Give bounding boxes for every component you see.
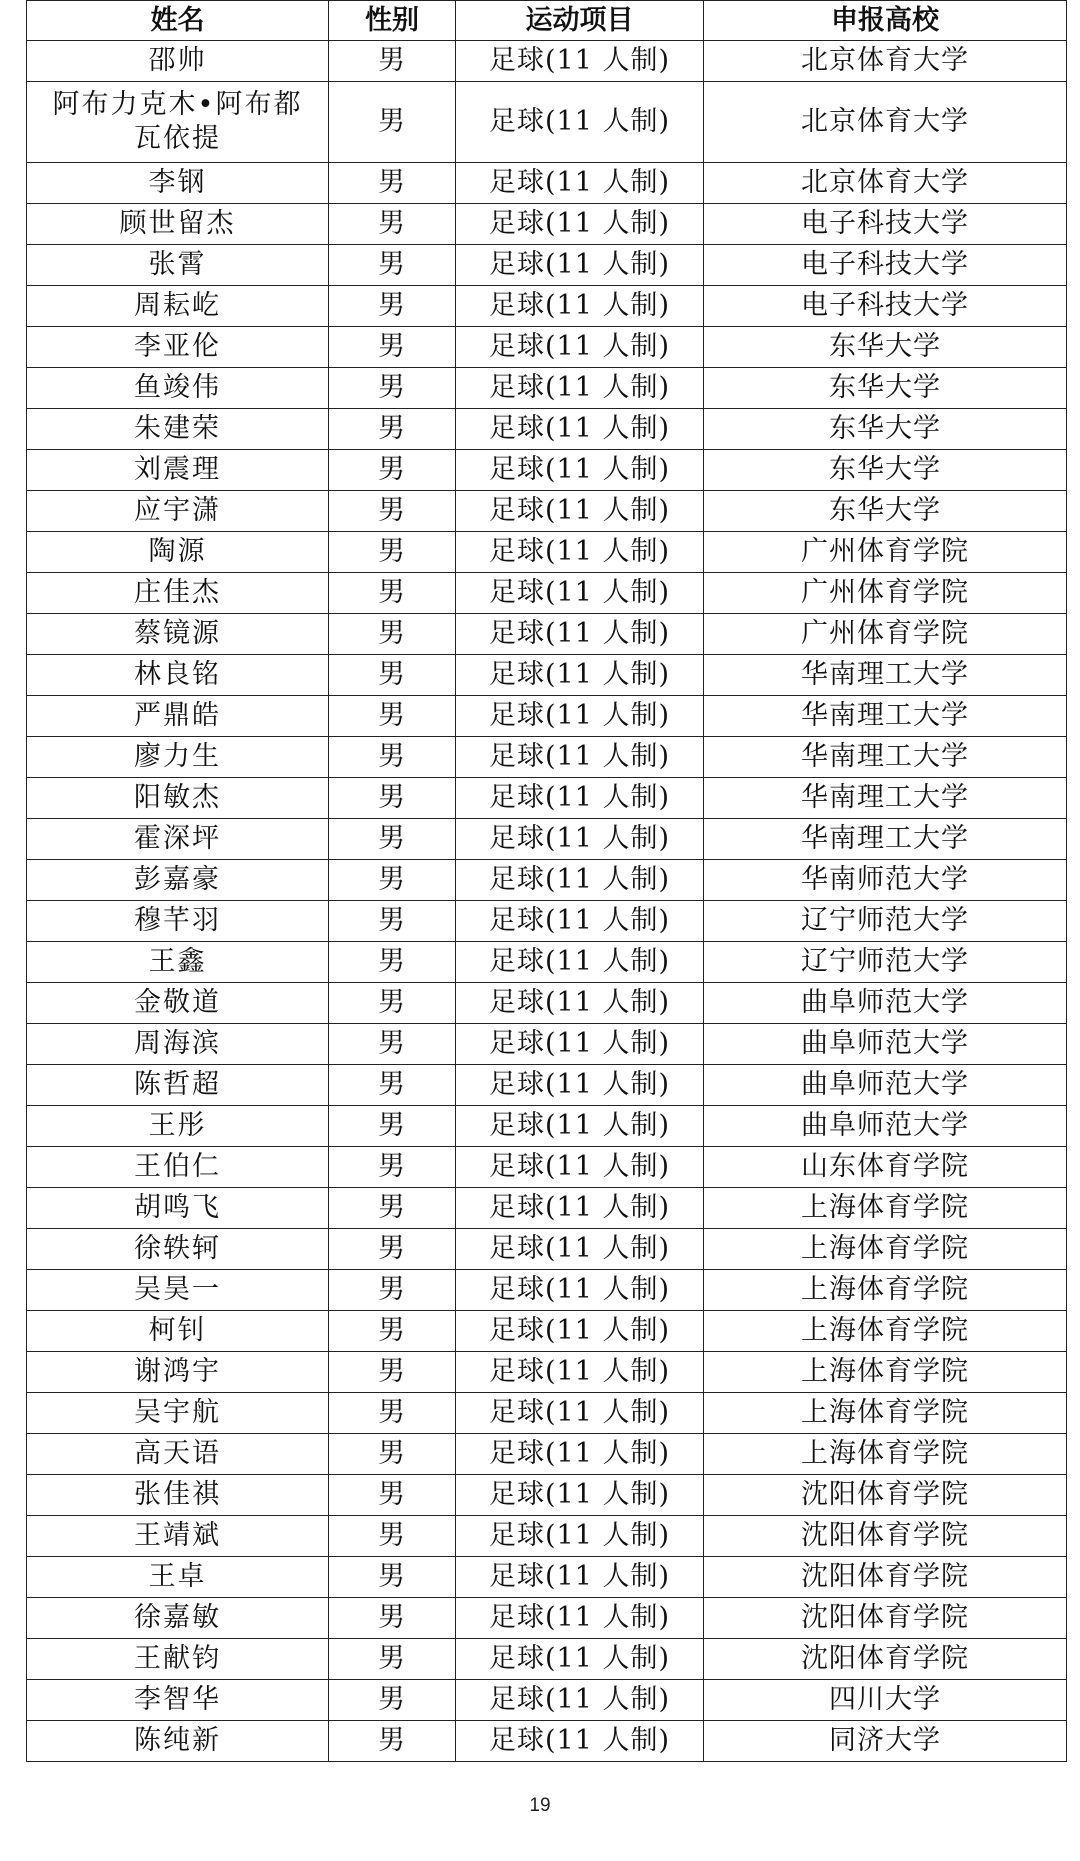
cell-name: 鱼竣伟 [27,368,329,409]
cell-gender: 男 [329,1639,456,1680]
table-row [27,860,1067,901]
table-row [27,1065,1067,1106]
cell-gender: 男 [329,614,456,655]
cell-name: 蔡镜源 [27,614,329,655]
cell-name: 徐嘉敏 [27,1598,329,1639]
table-row [27,1598,1067,1639]
cell-event: 足球(11 人制) [456,491,704,532]
cell-event: 足球(11 人制) [456,450,704,491]
cell-name: 柯钊 [27,1311,329,1352]
cell-gender: 男 [329,1557,456,1598]
cell-school: 电子科技大学 [704,204,1067,245]
cell-school: 沈阳体育学院 [704,1475,1067,1516]
cell-school: 上海体育学院 [704,1434,1067,1475]
table-row [27,1393,1067,1434]
cell-name: 高天语 [27,1434,329,1475]
table-row [27,614,1067,655]
cell-name: 李智华 [27,1680,329,1721]
table-row [27,1024,1067,1065]
cell-school: 华南理工大学 [704,737,1067,778]
cell-gender: 男 [329,1598,456,1639]
cell-gender: 男 [329,286,456,327]
cell-event: 足球(11 人制) [456,204,704,245]
cell-event: 足球(11 人制) [456,1516,704,1557]
header-event: 运动项目 [456,1,704,41]
cell-school: 上海体育学院 [704,1270,1067,1311]
cell-name: 胡鸣飞 [27,1188,329,1229]
table-header [27,1,1067,41]
cell-event: 足球(11 人制) [456,368,704,409]
table-row [27,491,1067,532]
cell-event: 足球(11 人制) [456,327,704,368]
cell-gender: 男 [329,409,456,450]
cell-school: 上海体育学院 [704,1352,1067,1393]
cell-school: 沈阳体育学院 [704,1639,1067,1680]
cell-gender: 男 [329,1475,456,1516]
cell-gender: 男 [329,1065,456,1106]
cell-gender: 男 [329,1229,456,1270]
cell-gender: 男 [329,1721,456,1762]
cell-name: 陶源 [27,532,329,573]
cell-name: 廖力生 [27,737,329,778]
cell-name: 陈哲超 [27,1065,329,1106]
table-row [27,245,1067,286]
cell-gender: 男 [329,327,456,368]
cell-gender: 男 [329,655,456,696]
cell-gender: 男 [329,204,456,245]
cell-school: 电子科技大学 [704,245,1067,286]
cell-event: 足球(11 人制) [456,1680,704,1721]
cell-event: 足球(11 人制) [456,1352,704,1393]
cell-school: 东华大学 [704,409,1067,450]
cell-school: 四川大学 [704,1680,1067,1721]
cell-event: 足球(11 人制) [456,286,704,327]
table-row [27,450,1067,491]
cell-gender: 男 [329,983,456,1024]
table-row [27,409,1067,450]
cell-gender: 男 [329,696,456,737]
cell-name: 吴昊一 [27,1270,329,1311]
cell-gender: 男 [329,1516,456,1557]
cell-event: 足球(11 人制) [456,82,704,163]
table-row [27,696,1067,737]
cell-school: 上海体育学院 [704,1393,1067,1434]
cell-school: 辽宁师范大学 [704,901,1067,942]
cell-name: 刘震理 [27,450,329,491]
cell-name: 应宇潇 [27,491,329,532]
cell-name: 王伯仁 [27,1147,329,1188]
cell-school: 华南理工大学 [704,696,1067,737]
cell-gender: 男 [329,1434,456,1475]
table-row [27,819,1067,860]
cell-event: 足球(11 人制) [456,614,704,655]
table-row [27,1188,1067,1229]
cell-school: 沈阳体育学院 [704,1598,1067,1639]
table-row [27,737,1067,778]
cell-school: 东华大学 [704,450,1067,491]
cell-name: 王鑫 [27,942,329,983]
cell-event: 足球(11 人制) [456,41,704,82]
cell-name: 周海滨 [27,1024,329,1065]
table-row [27,41,1067,82]
cell-gender: 男 [329,41,456,82]
cell-event: 足球(11 人制) [456,1188,704,1229]
cell-name: 徐轶轲 [27,1229,329,1270]
cell-event: 足球(11 人制) [456,409,704,450]
cell-event: 足球(11 人制) [456,1311,704,1352]
cell-name: 严鼎皓 [27,696,329,737]
cell-event: 足球(11 人制) [456,1721,704,1762]
cell-name: 林良铭 [27,655,329,696]
table-row [27,532,1067,573]
cell-school: 东华大学 [704,368,1067,409]
cell-gender: 男 [329,1393,456,1434]
cell-name: 穆芊羽 [27,901,329,942]
cell-gender: 男 [329,1147,456,1188]
cell-event: 足球(11 人制) [456,1024,704,1065]
cell-name: 阿布力克木•阿布都瓦依提 [27,82,329,163]
header-row [27,1,1067,41]
cell-school: 华南师范大学 [704,860,1067,901]
table-row [27,1557,1067,1598]
table-row [27,1270,1067,1311]
cell-school: 广州体育学院 [704,532,1067,573]
cell-name: 谢鸿宇 [27,1352,329,1393]
roster-table [26,0,1067,1762]
table-body [27,41,1067,1762]
cell-name: 周耘屹 [27,286,329,327]
cell-name: 张霄 [27,245,329,286]
cell-gender: 男 [329,901,456,942]
table-row [27,327,1067,368]
cell-name: 王靖斌 [27,1516,329,1557]
cell-gender: 男 [329,450,456,491]
cell-gender: 男 [329,491,456,532]
table-row [27,368,1067,409]
cell-event: 足球(11 人制) [456,860,704,901]
cell-event: 足球(11 人制) [456,1639,704,1680]
table-row [27,1106,1067,1147]
cell-name: 王彤 [27,1106,329,1147]
table-row [27,778,1067,819]
cell-event: 足球(11 人制) [456,573,704,614]
roster-table-container [26,0,1066,1762]
cell-gender: 男 [329,82,456,163]
table-row [27,901,1067,942]
page-number: 19 [529,1795,551,1816]
table-row [27,1229,1067,1270]
cell-name: 庄佳杰 [27,573,329,614]
table-row [27,983,1067,1024]
cell-name: 张佳祺 [27,1475,329,1516]
cell-gender: 男 [329,245,456,286]
cell-event: 足球(11 人制) [456,696,704,737]
header-name: 姓名 [27,1,329,41]
cell-event: 足球(11 人制) [456,1270,704,1311]
cell-school: 华南理工大学 [704,778,1067,819]
table-row [27,1147,1067,1188]
cell-school: 电子科技大学 [704,286,1067,327]
cell-school: 北京体育大学 [704,41,1067,82]
cell-gender: 男 [329,1270,456,1311]
cell-name: 金敬道 [27,983,329,1024]
cell-gender: 男 [329,942,456,983]
table-row [27,286,1067,327]
cell-event: 足球(11 人制) [456,819,704,860]
cell-event: 足球(11 人制) [456,1557,704,1598]
cell-school: 广州体育学院 [704,573,1067,614]
table-row [27,204,1067,245]
cell-school: 上海体育学院 [704,1229,1067,1270]
cell-school: 华南理工大学 [704,655,1067,696]
header-gender: 性别 [329,1,456,41]
cell-school: 山东体育学院 [704,1147,1067,1188]
cell-name: 邵帅 [27,41,329,82]
cell-event: 足球(11 人制) [456,655,704,696]
cell-school: 北京体育大学 [704,82,1067,163]
cell-name: 吴宇航 [27,1393,329,1434]
cell-school: 曲阜师范大学 [704,1024,1067,1065]
cell-event: 足球(11 人制) [456,942,704,983]
cell-school: 东华大学 [704,491,1067,532]
cell-event: 足球(11 人制) [456,1434,704,1475]
cell-name: 彭嘉豪 [27,860,329,901]
table-row [27,1721,1067,1762]
cell-gender: 男 [329,778,456,819]
cell-gender: 男 [329,1106,456,1147]
cell-event: 足球(11 人制) [456,1229,704,1270]
table-row [27,163,1067,204]
cell-event: 足球(11 人制) [456,778,704,819]
cell-event: 足球(11 人制) [456,1598,704,1639]
cell-event: 足球(11 人制) [456,901,704,942]
cell-gender: 男 [329,737,456,778]
cell-school: 曲阜师范大学 [704,1106,1067,1147]
cell-event: 足球(11 人制) [456,532,704,573]
cell-school: 东华大学 [704,327,1067,368]
table-row [27,1639,1067,1680]
cell-school: 辽宁师范大学 [704,942,1067,983]
cell-school: 上海体育学院 [704,1311,1067,1352]
cell-name: 王献钧 [27,1639,329,1680]
cell-school: 上海体育学院 [704,1188,1067,1229]
cell-name: 李钢 [27,163,329,204]
cell-name: 朱建荣 [27,409,329,450]
cell-gender: 男 [329,532,456,573]
table-row [27,1434,1067,1475]
cell-gender: 男 [329,1680,456,1721]
cell-gender: 男 [329,1311,456,1352]
cell-gender: 男 [329,1188,456,1229]
cell-school: 北京体育大学 [704,163,1067,204]
cell-event: 足球(11 人制) [456,245,704,286]
cell-event: 足球(11 人制) [456,1065,704,1106]
cell-school: 华南理工大学 [704,819,1067,860]
cell-gender: 男 [329,819,456,860]
table-row [27,655,1067,696]
cell-gender: 男 [329,573,456,614]
cell-event: 足球(11 人制) [456,737,704,778]
table-row [27,573,1067,614]
cell-name: 李亚伦 [27,327,329,368]
cell-event: 足球(11 人制) [456,1393,704,1434]
cell-event: 足球(11 人制) [456,983,704,1024]
cell-gender: 男 [329,1352,456,1393]
cell-name: 王卓 [27,1557,329,1598]
cell-gender: 男 [329,1024,456,1065]
cell-event: 足球(11 人制) [456,1147,704,1188]
table-row [27,1475,1067,1516]
cell-name: 阳敏杰 [27,778,329,819]
cell-event: 足球(11 人制) [456,1106,704,1147]
cell-event: 足球(11 人制) [456,1475,704,1516]
table-row [27,1352,1067,1393]
cell-school: 曲阜师范大学 [704,1065,1067,1106]
cell-gender: 男 [329,163,456,204]
cell-school: 曲阜师范大学 [704,983,1067,1024]
cell-name: 顾世留杰 [27,204,329,245]
cell-name: 陈纯新 [27,1721,329,1762]
cell-gender: 男 [329,860,456,901]
cell-gender: 男 [329,368,456,409]
cell-school: 广州体育学院 [704,614,1067,655]
cell-school: 同济大学 [704,1721,1067,1762]
table-row [27,1680,1067,1721]
table-row [27,942,1067,983]
table-row [27,1516,1067,1557]
table-row [27,82,1067,163]
cell-name: 霍深坪 [27,819,329,860]
cell-event: 足球(11 人制) [456,163,704,204]
table-row [27,1311,1067,1352]
cell-school: 沈阳体育学院 [704,1557,1067,1598]
header-school: 申报高校 [704,1,1067,41]
cell-school: 沈阳体育学院 [704,1516,1067,1557]
